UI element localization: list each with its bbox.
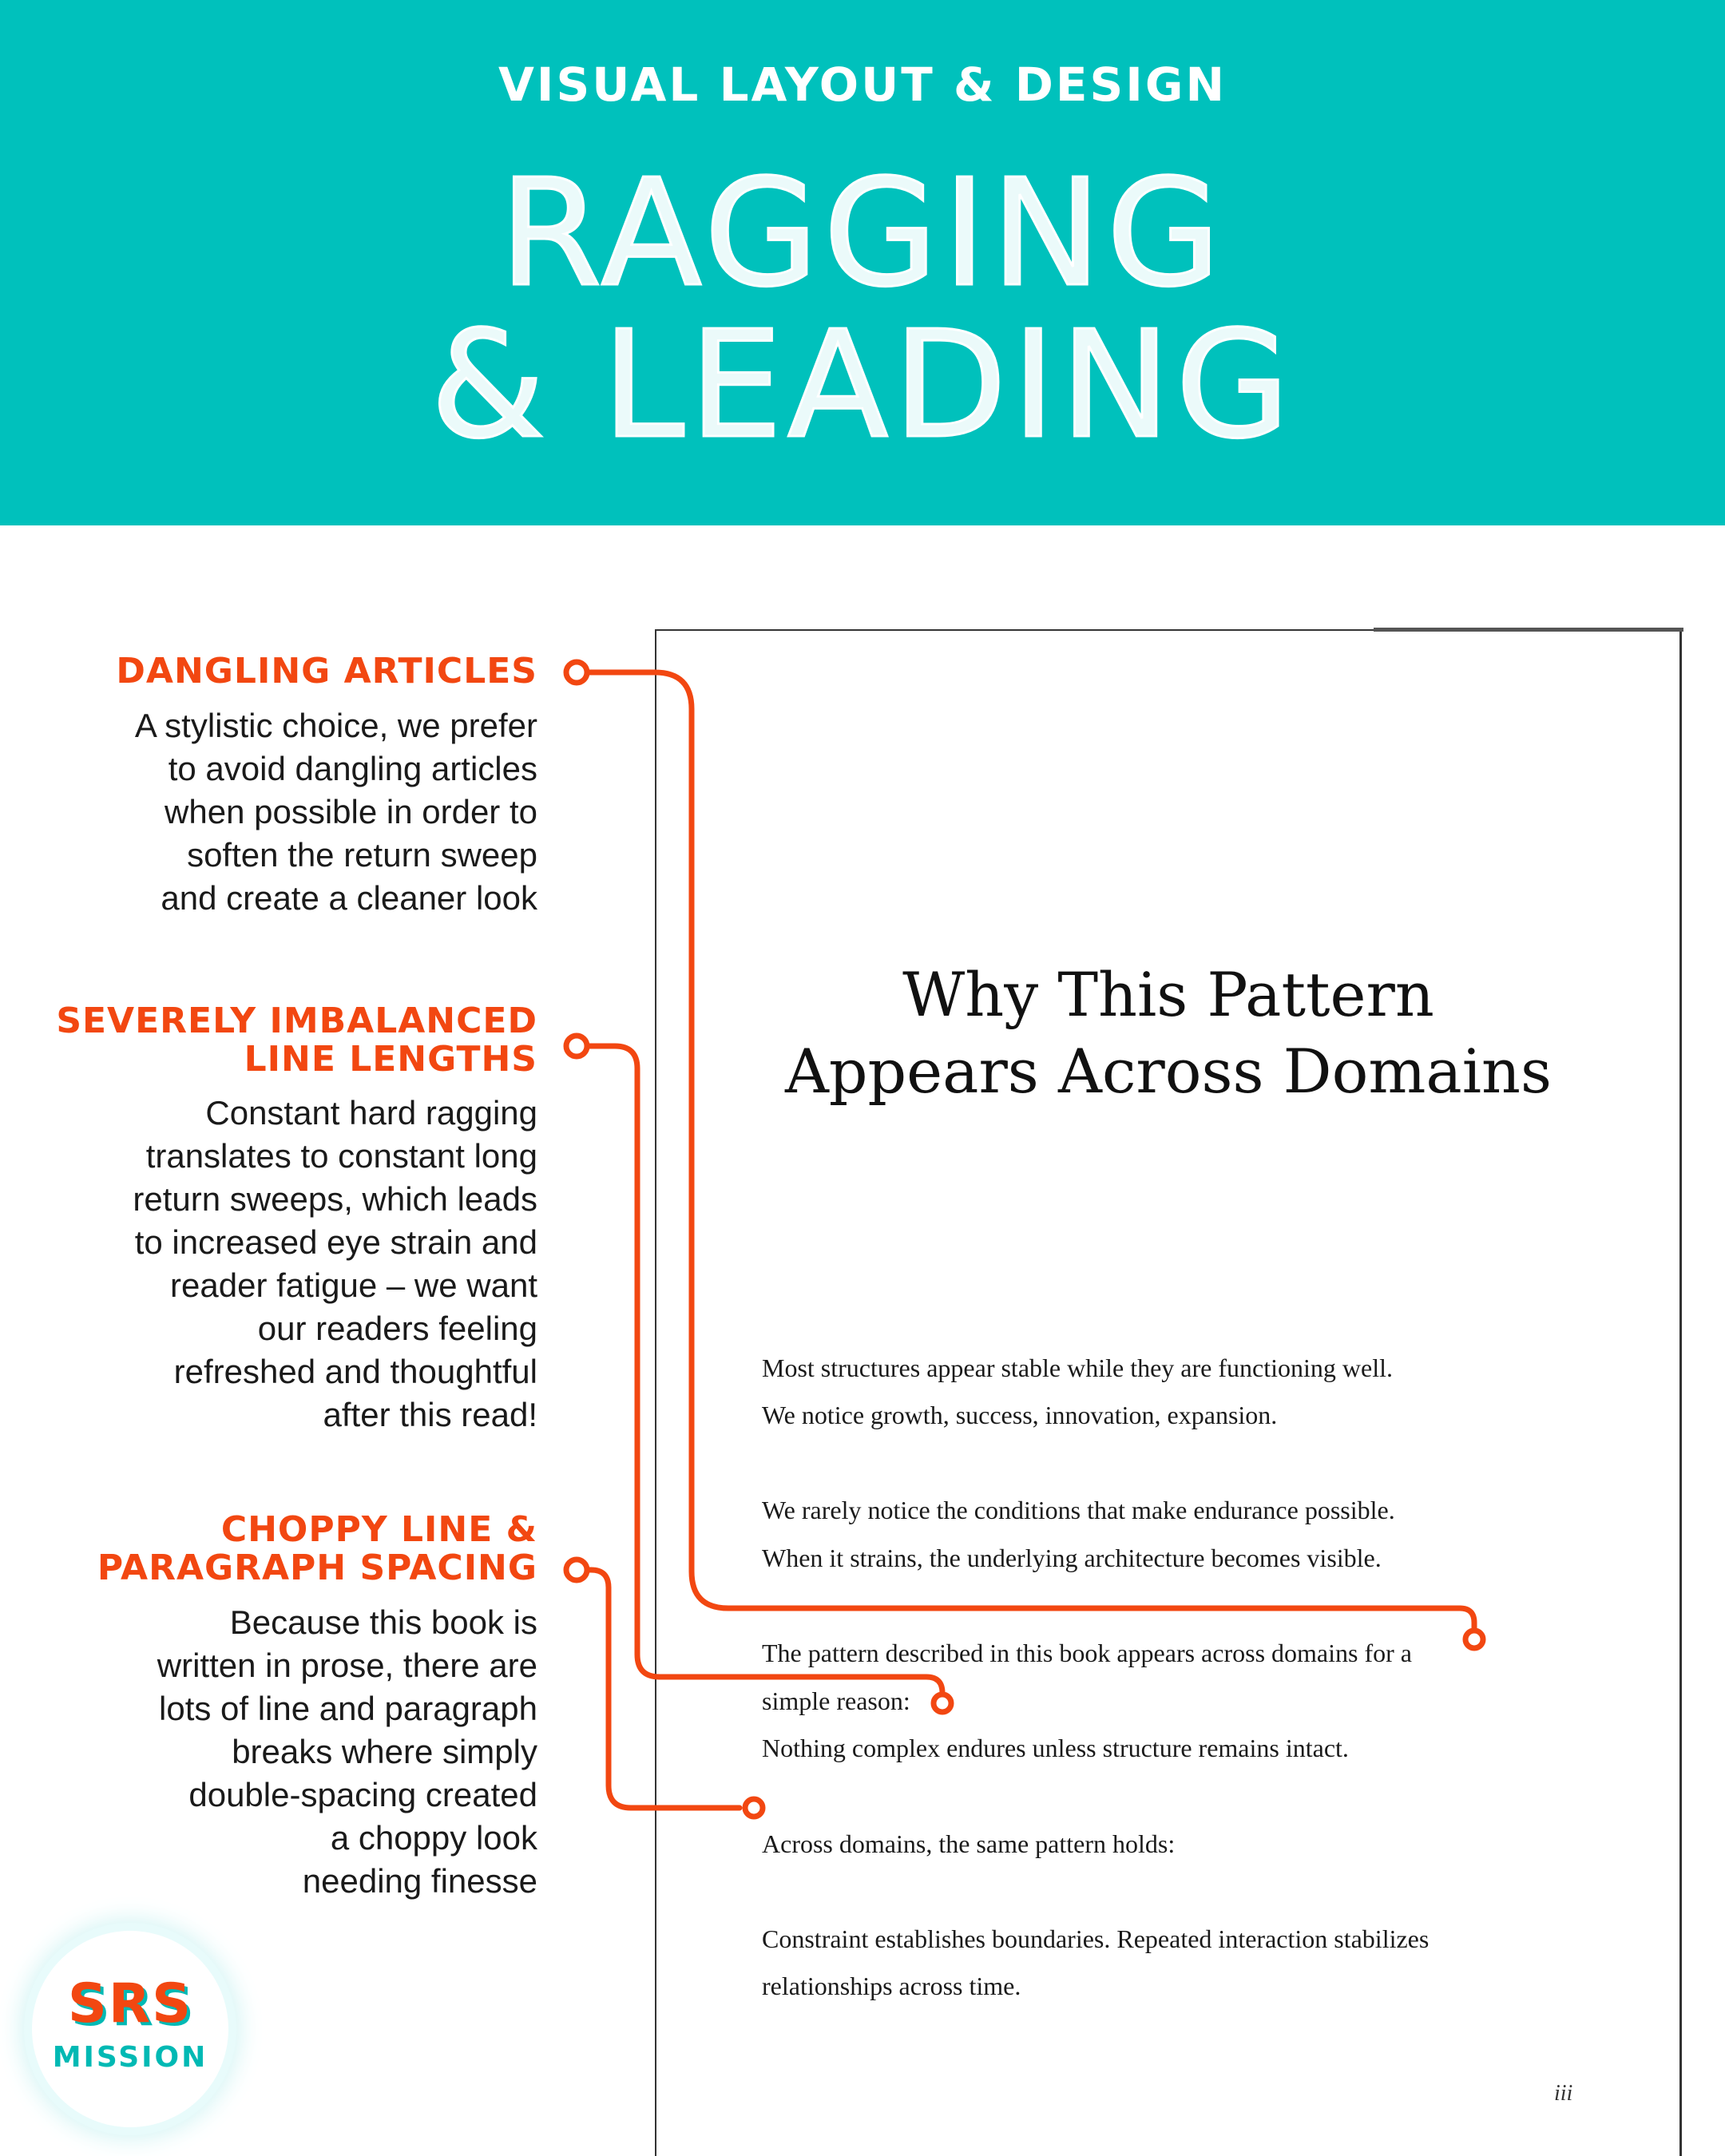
note-dangling-heading [116, 652, 537, 691]
leader-dot [566, 1036, 587, 1056]
note-body-line: refreshed and thoughtful [173, 1353, 537, 1390]
note-body-line: when possible in order to [165, 793, 537, 830]
header-kicker: VISUAL LAYOUT & DESIGN [498, 57, 1227, 112]
book-text-line: Constraint establishes boundaries. Repeated interaction stabilizes [762, 1924, 1430, 1953]
book-text-line: relationships across time. [762, 1972, 1021, 2000]
book-title-line: Why This Pattern [902, 959, 1434, 1030]
book-chapter-title [655, 957, 1682, 1110]
leader-dot [566, 1560, 587, 1580]
leader-dot [566, 662, 587, 683]
book-text-line: We notice growth, success, innovation, expansion. [762, 1401, 1278, 1429]
note-body-line: double-spacing created [188, 1776, 537, 1813]
book-text-line: Across domains, the same pattern holds: [762, 1829, 1176, 1858]
note-body-line: reader fatigue – we want [170, 1266, 537, 1304]
note-body-line: return sweeps, which leads [133, 1180, 537, 1218]
book-title-line: Appears Across Domains [785, 1036, 1552, 1107]
note-dangling-body [42, 704, 537, 920]
note-body-line: Constant hard ragging [205, 1094, 537, 1132]
book-text-line: When it strains, the underlying architecture becomes visible. [762, 1544, 1382, 1572]
note-body-line: needing finesse [302, 1862, 537, 1900]
note-body-line: a choppy look [330, 1819, 537, 1857]
note-choppy-heading [97, 1511, 537, 1587]
note-body-line: translates to constant long [145, 1137, 537, 1175]
header-title-line2: & LEADING [430, 299, 1295, 471]
book-page-edge [1374, 628, 1683, 632]
header-banner [0, 0, 1725, 525]
note-body-line: lots of line and paragraph [159, 1690, 537, 1727]
book-text-line: The pattern described in this book appears across domains for a [762, 1639, 1412, 1667]
note-body-line: to increased eye strain and [134, 1223, 537, 1261]
note-imbalanced-heading [56, 1002, 537, 1079]
note-heading-line: SEVERELY IMBALANCED [56, 1001, 537, 1041]
note-heading-line: CHOPPY LINE & [220, 1509, 537, 1550]
note-imbalanced-body [42, 1092, 537, 1437]
note-body-line: to avoid dangling articles [168, 750, 537, 787]
note-body-line: after this read! [323, 1396, 537, 1433]
note-choppy-body [42, 1601, 537, 1903]
book-text-line: We rarely notice the conditions that make endurance possible. [762, 1496, 1395, 1524]
book-text-line: simple reason: [762, 1686, 910, 1715]
note-heading-line: LINE LENGTHS [244, 1039, 537, 1080]
note-body-line: Because this book is [229, 1603, 537, 1641]
book-text-line: Most structures appear stable while they are functioning well. [762, 1353, 1393, 1382]
note-body-line: breaks where simply [232, 1733, 537, 1770]
srs-mission-logo [32, 1931, 228, 2127]
book-text-line: Nothing complex endures unless structure remains intact. [762, 1734, 1349, 1762]
note-body-line: A stylistic choice, we prefer [134, 707, 537, 744]
note-body-line: and create a cleaner look [161, 879, 537, 917]
note-body-line: soften the return sweep [187, 836, 537, 874]
note-heading-line: DANGLING ARTICLES [116, 651, 537, 692]
logo-srs-text: SRS [67, 1972, 193, 2035]
header-title-line1: RAGGING [499, 147, 1226, 319]
note-heading-line: PARAGRAPH SPACING [97, 1548, 537, 1588]
note-body-line: written in prose, there are [157, 1647, 537, 1684]
note-body-line: our readers feeling [257, 1310, 537, 1347]
logo-mission-text: MISSION [52, 2041, 208, 2074]
page-number: iii [1554, 2081, 1573, 2106]
